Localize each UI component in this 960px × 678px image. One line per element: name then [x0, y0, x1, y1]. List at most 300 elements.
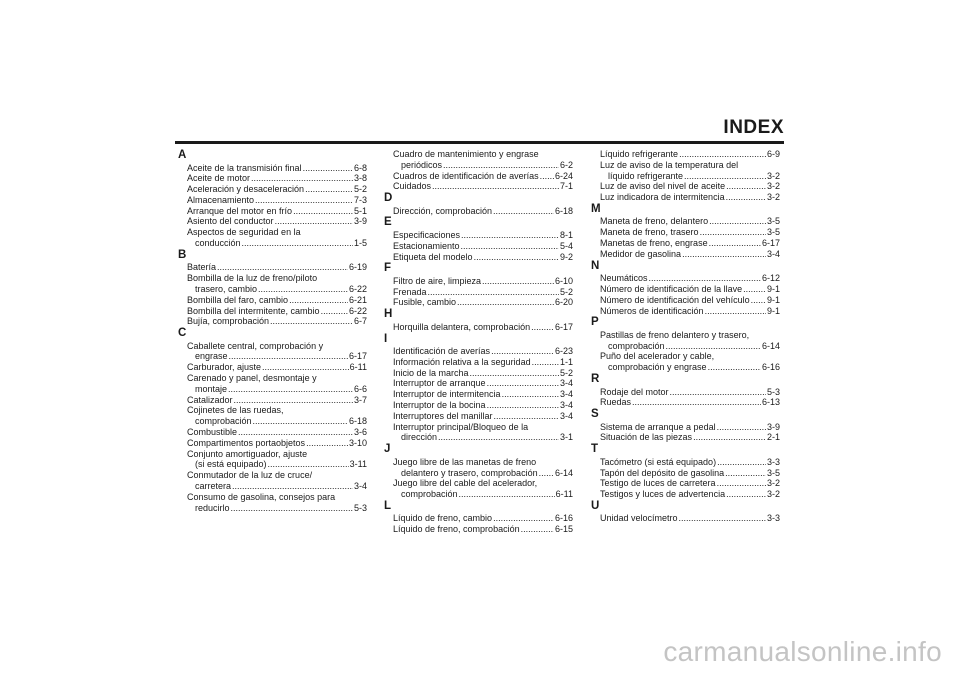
page-number: 7-1 [559, 181, 573, 192]
entry-term: Consumo de gasolina, consejos para [187, 491, 336, 502]
section-letter: C [178, 327, 187, 340]
entry-term: Inicio de la marcha [393, 367, 469, 378]
dot-leader [234, 395, 353, 406]
section-letter: A [178, 149, 187, 161]
section-letter: R [591, 373, 600, 386]
entry-term: Juego libre de las manetas de freno [393, 456, 537, 467]
page-number: 6-23 [554, 346, 573, 357]
page-number: 6-2 [559, 159, 573, 170]
section-letter: U [591, 499, 600, 512]
page-number: 3-2 [766, 478, 780, 489]
dot-leader [238, 427, 353, 438]
entry-term: Asiento del conductor [187, 216, 274, 227]
page-number: 3-9 [766, 421, 780, 432]
dot-leader [725, 468, 766, 479]
page-number: 3-2 [766, 181, 780, 192]
page-number: 6-14 [761, 340, 780, 351]
entry-term: Identificación de averías [393, 346, 491, 357]
dot-leader [251, 173, 353, 184]
index-entry[interactable] [177, 163, 367, 174]
entry-term: Interruptor de arranque [393, 378, 486, 389]
index-entry[interactable] [590, 249, 780, 260]
section-letter: F [384, 262, 392, 275]
entry-term: Catalizador [187, 394, 233, 405]
index-entry[interactable] [590, 295, 780, 306]
entry-term-continued: trasero, cambio [195, 283, 258, 294]
page-number: 9-1 [766, 283, 780, 294]
dot-leader [443, 160, 559, 171]
entry-term: Interruptor principal/Bloqueo de la [393, 421, 529, 432]
index-entry[interactable] [177, 373, 367, 395]
section-letter: J [384, 443, 391, 456]
page-number: 9-2 [559, 251, 573, 262]
dot-leader [708, 362, 761, 373]
entry-term: Bujía, comprobación [187, 316, 270, 327]
index-entry[interactable] [383, 322, 573, 333]
index-entry[interactable] [383, 357, 573, 368]
index-entry[interactable] [177, 427, 367, 438]
page-number: 3-5 [766, 467, 780, 478]
entry-term: Medidor de gasolina [600, 248, 682, 259]
dot-leader [289, 295, 348, 306]
entry-term: Tacómetro (si está equipado) [600, 456, 717, 467]
index-entry[interactable] [590, 422, 780, 433]
page-number: 6-14 [554, 467, 573, 478]
page-number: 5-2 [353, 184, 367, 195]
page-number: 6-13 [761, 397, 780, 408]
entry-term: Maneta de freno, delantero [600, 216, 709, 227]
page-number: 6-20 [554, 297, 573, 308]
index-entry[interactable] [177, 273, 367, 295]
index-entry[interactable] [383, 149, 573, 171]
entry-term: Aceite de motor [187, 173, 251, 184]
page-number: 6-11 [555, 489, 573, 500]
index-entry[interactable] [590, 284, 780, 295]
dot-leader [459, 489, 555, 500]
dot-leader [428, 287, 559, 298]
entry-term: Unidad velocímetro [600, 513, 678, 524]
index-entry[interactable] [383, 389, 573, 400]
page-number: 8-1 [559, 229, 573, 240]
page-number: 2-1 [766, 432, 780, 443]
index-entry[interactable] [177, 405, 367, 427]
index-entry[interactable] [590, 432, 780, 443]
index-entry[interactable] [177, 492, 367, 514]
entry-term-continued: (si está equipado) [195, 459, 267, 470]
entry-term: Almacenamiento [187, 194, 255, 205]
entry-term: Compartimentos portaobjetos [187, 437, 306, 448]
entry-term: Sistema de arranque a pedal [600, 421, 716, 432]
dot-leader [493, 206, 554, 217]
index-entry[interactable] [177, 341, 367, 363]
entry-term: Rodaje del motor [600, 386, 669, 397]
page-number: 3-4 [353, 481, 367, 492]
index-entry[interactable] [590, 227, 780, 238]
dot-leader [540, 171, 554, 182]
dot-leader [709, 216, 766, 227]
entry-term-continued: dirección [401, 432, 438, 443]
page-number: 6-18 [554, 205, 573, 216]
index-entry[interactable] [590, 160, 780, 182]
index-entry[interactable] [383, 206, 573, 217]
page-number: 6-6 [353, 383, 367, 394]
dot-leader [751, 295, 766, 306]
entry-term-continued: carretera [195, 481, 232, 492]
watermark: carmanualsonline.info [663, 636, 942, 667]
dot-leader [470, 368, 559, 379]
dot-leader [649, 273, 761, 284]
index-entry[interactable] [590, 513, 780, 524]
dot-leader [438, 432, 559, 443]
dot-leader [539, 468, 554, 479]
dot-leader [229, 351, 348, 362]
entry-term-continued: delantero y trasero, comprobación [401, 467, 538, 478]
index-entry[interactable] [177, 362, 367, 373]
index-entry[interactable] [590, 181, 780, 192]
dot-leader [632, 397, 761, 408]
page-number: 6-24 [554, 170, 573, 181]
page-number: 1-5 [353, 238, 367, 249]
entry-term: Maneta de freno, trasero [600, 227, 699, 238]
page-number: 6-17 [761, 238, 780, 249]
dot-leader [679, 149, 766, 160]
page-number: 5-2 [559, 367, 573, 378]
dot-leader [255, 195, 353, 206]
entry-term: Especificaciones [393, 229, 461, 240]
entry-term: Aceleración y desaceleración [187, 184, 305, 195]
dot-leader [666, 341, 761, 352]
entry-term: Interruptor de intermitencia [393, 389, 501, 400]
index-column-2 [383, 149, 573, 535]
dot-leader [670, 387, 766, 398]
entry-term: Interruptor de la bocina [393, 400, 486, 411]
dot-leader [457, 297, 554, 308]
page-number: 5-3 [353, 502, 367, 513]
entry-term: Filtro de aire, limpieza [393, 275, 482, 286]
entry-term-continued: engrase [195, 351, 228, 362]
entry-term: Luz de aviso del nivel de aceite [600, 181, 726, 192]
dot-leader [743, 284, 766, 295]
entry-term-continued: comprobación [195, 416, 252, 427]
dot-leader [487, 378, 559, 389]
page-number: 6-9 [766, 149, 780, 159]
entry-term: Combustible [187, 427, 238, 438]
dot-leader [262, 362, 349, 373]
page-number: 5-3 [766, 386, 780, 397]
index-entry[interactable] [590, 216, 780, 227]
entry-term: Tapón del depósito de gasolina [600, 467, 725, 478]
page-number: 6-17 [348, 351, 367, 362]
entry-term: Neumáticos [600, 273, 648, 284]
page-number: 3-4 [559, 378, 573, 389]
dot-leader [321, 306, 348, 317]
page-number: 6-17 [554, 321, 573, 332]
index-entry[interactable] [383, 181, 573, 192]
entry-term: Horquilla delantera, comprobación [393, 321, 531, 332]
page-number: 1-1 [559, 356, 573, 367]
entry-term: Situación de las piezas [600, 432, 693, 443]
section-letter: S [591, 408, 599, 421]
index-entry[interactable] [590, 192, 780, 203]
index-column-3 [590, 149, 780, 524]
entry-term: Dirección, comprobación [393, 205, 493, 216]
index-entry[interactable] [177, 216, 367, 227]
index-entry[interactable] [590, 489, 780, 500]
index-entry[interactable] [177, 470, 367, 492]
index-entry[interactable] [590, 273, 780, 284]
index-entry[interactable] [177, 438, 367, 449]
index-entry[interactable] [383, 478, 573, 500]
page-number: 3-10 [348, 437, 367, 448]
page-number: 6-16 [554, 513, 573, 524]
page-number: 9-1 [766, 305, 780, 316]
entry-term: Testigo de luces de carretera [600, 478, 716, 489]
entry-term-continued: periódicos [401, 159, 443, 170]
dot-leader [461, 230, 559, 241]
index-entry[interactable] [177, 262, 367, 273]
entry-term-continued: líquido refrigerante [608, 170, 684, 181]
entry-term: Estacionamiento [393, 240, 460, 251]
page-number: 9-1 [766, 294, 780, 305]
page-number: 3-2 [766, 192, 780, 203]
entry-term: Cuidados [393, 181, 432, 192]
dot-leader [242, 238, 353, 249]
entry-term: Números de identificación [600, 305, 704, 316]
page-number: 3-4 [559, 400, 573, 411]
page-number: 5-4 [559, 240, 573, 251]
entry-term: Carenado y panel, desmontaje y [187, 373, 317, 384]
entry-term: Interruptores del manillar [393, 410, 493, 421]
index-entry[interactable] [177, 295, 367, 306]
page-number: 6-10 [554, 275, 573, 286]
entry-term: Bombilla del intermitente, cambio [187, 305, 320, 316]
section-letter: D [384, 192, 393, 205]
entry-term: Conjunto amortiguador, ajuste [187, 448, 308, 459]
index-entry[interactable] [177, 184, 367, 195]
entry-term: Luz de aviso de la temperatura del [600, 159, 739, 170]
entry-term: Juego libre del cable del acelerador, [393, 478, 538, 489]
dot-leader [270, 316, 353, 327]
entry-term: Ruedas [600, 397, 632, 408]
page-number: 6-15 [554, 524, 573, 535]
index-entry[interactable] [383, 171, 573, 182]
dot-leader [258, 284, 348, 295]
entry-term: Conmutador de la luz de cruce/ [187, 470, 313, 481]
index-entry[interactable] [383, 297, 573, 308]
dot-leader [493, 513, 554, 524]
dot-leader [306, 438, 348, 449]
dot-leader [217, 262, 348, 273]
entry-term: Puño del acelerador y cable, [600, 351, 715, 362]
entry-term: Bombilla de la luz de freno/piloto [187, 273, 318, 284]
dot-leader [717, 422, 766, 433]
page-number: 6-19 [348, 262, 367, 273]
dot-leader [717, 478, 766, 489]
entry-term: Número de identificación de la llave [600, 283, 743, 294]
page-number: 3-1 [559, 432, 573, 443]
index-entry[interactable] [590, 306, 780, 317]
index-entry[interactable] [590, 478, 780, 489]
entry-term-continued: conducción [195, 238, 241, 249]
index-entry[interactable] [590, 387, 780, 398]
page-number: 3-11 [349, 459, 367, 470]
index-entry[interactable] [590, 457, 780, 468]
entry-term: Carburador, ajuste [187, 362, 262, 373]
entry-term: Bombilla del faro, cambio [187, 294, 289, 305]
header-rule [175, 141, 784, 144]
page-number: 3-7 [353, 394, 367, 405]
index-entry[interactable] [383, 252, 573, 263]
index-entry[interactable] [590, 149, 780, 160]
index-entry[interactable] [590, 351, 780, 373]
entry-term: Manetas de freno, engrase [600, 238, 708, 249]
entry-term-continued: montaje [195, 383, 228, 394]
dot-leader [684, 171, 766, 182]
dot-leader [700, 227, 766, 238]
index-entry[interactable] [590, 238, 780, 249]
page-number: 7-3 [353, 194, 367, 205]
index-entry[interactable] [177, 395, 367, 406]
dot-leader [709, 238, 761, 249]
index-entry[interactable] [590, 468, 780, 479]
page-number: 3-3 [766, 513, 780, 524]
index-entry[interactable] [590, 330, 780, 352]
index-entry[interactable] [177, 227, 367, 249]
entry-term-continued: comprobación [401, 489, 458, 500]
page-number: 6-8 [353, 162, 367, 173]
dot-leader [228, 384, 353, 395]
dot-leader [532, 357, 559, 368]
entry-term: Líquido de freno, comprobación [393, 524, 520, 535]
page-number: 3-4 [766, 248, 780, 259]
entry-term: Cuadros de identificación de averías [393, 170, 539, 181]
dot-leader [726, 192, 766, 203]
dot-leader [502, 389, 559, 400]
entry-term: Información relativa a la seguridad [393, 356, 531, 367]
index-entry[interactable] [177, 173, 367, 184]
entry-term-continued: comprobación y engrase [608, 362, 707, 373]
page-number: 3-2 [766, 489, 780, 500]
page-number: 6-7 [353, 316, 367, 327]
page-number: 6-21 [348, 294, 367, 305]
index-entry[interactable] [383, 411, 573, 422]
entry-term: Batería [187, 262, 217, 273]
dot-leader [726, 181, 766, 192]
entry-term: Aceite de la transmisión final [187, 162, 302, 173]
page-number: 6-11 [349, 362, 367, 373]
dot-leader [232, 481, 353, 492]
entry-term: Líquido de freno, cambio [393, 513, 493, 524]
index-entry[interactable] [383, 457, 573, 479]
section-letter: T [591, 443, 599, 456]
index-entry[interactable] [383, 230, 573, 241]
dot-leader [693, 432, 766, 443]
index-entry[interactable] [177, 306, 367, 317]
page-number: 6-12 [761, 273, 780, 284]
dot-leader [461, 241, 559, 252]
page-number: 3-3 [766, 456, 780, 467]
entry-term: Frenada [393, 286, 427, 297]
index-entry[interactable] [383, 400, 573, 411]
dot-leader [268, 459, 349, 470]
dot-leader [726, 489, 766, 500]
dot-leader [705, 306, 766, 317]
entry-term: Cuadro de mantenimiento y engrase [393, 149, 539, 159]
dot-leader [231, 503, 353, 514]
dot-leader [474, 252, 559, 263]
section-letter: L [384, 499, 392, 512]
index-entry[interactable] [383, 513, 573, 524]
dot-leader [275, 216, 353, 227]
index-column-1 [177, 149, 367, 513]
page-number: 6-16 [761, 362, 780, 373]
page-number: 3-4 [559, 389, 573, 400]
entry-term-continued: reducirlo [195, 502, 230, 513]
dot-leader [679, 513, 766, 524]
page-number: 6-18 [348, 416, 367, 427]
dot-leader [521, 524, 554, 535]
page-number: 3-8 [353, 173, 367, 184]
entry-term: Caballete central, comprobación y [187, 340, 324, 351]
page-number: 3-5 [766, 227, 780, 238]
index-entry[interactable] [383, 346, 573, 357]
index-entry[interactable] [177, 449, 367, 471]
entry-term: Cojinetes de las ruedas, [187, 405, 284, 416]
entry-term: Aspectos de seguridad en la [187, 227, 301, 238]
index-entry[interactable] [383, 276, 573, 287]
index-entry[interactable] [383, 287, 573, 298]
index-entry[interactable] [383, 422, 573, 444]
dot-leader [494, 411, 559, 422]
dot-leader [531, 322, 554, 333]
dot-leader [303, 163, 353, 174]
dot-leader [432, 181, 559, 192]
index-entry[interactable] [177, 316, 367, 327]
page-number: 6-22 [348, 305, 367, 316]
index-entry[interactable] [383, 524, 573, 535]
section-letter: N [591, 259, 600, 272]
page-number: 3-4 [559, 410, 573, 421]
index-entry[interactable] [383, 241, 573, 252]
dot-leader [717, 457, 766, 468]
index-entry[interactable] [177, 206, 367, 217]
page-number: 3-6 [353, 427, 367, 438]
dot-leader [482, 276, 554, 287]
dot-leader [682, 249, 766, 260]
dot-leader [305, 184, 353, 195]
index-entry[interactable] [383, 378, 573, 389]
page-title: INDEX [723, 117, 784, 138]
dot-leader [253, 416, 348, 427]
page-number: 5-1 [353, 205, 367, 216]
entry-term: Luz indicadora de intermitencia [600, 192, 725, 203]
index-entry[interactable] [383, 368, 573, 379]
section-letter: I [384, 332, 388, 345]
entry-term: Arranque del motor en frío [187, 205, 293, 216]
section-letter: P [591, 316, 599, 329]
page-number: 5-2 [559, 286, 573, 297]
page-number: 3-5 [766, 216, 780, 227]
dot-leader [491, 346, 554, 357]
page-number: 6-22 [348, 283, 367, 294]
entry-term: Pastillas de freno delantero y trasero, [600, 329, 750, 340]
page-number: 3-9 [353, 216, 367, 227]
dot-leader [293, 206, 353, 217]
index-entry[interactable] [590, 397, 780, 408]
section-letter: E [384, 216, 392, 229]
index-entry[interactable] [177, 195, 367, 206]
entry-term: Líquido refrigerante [600, 149, 679, 159]
